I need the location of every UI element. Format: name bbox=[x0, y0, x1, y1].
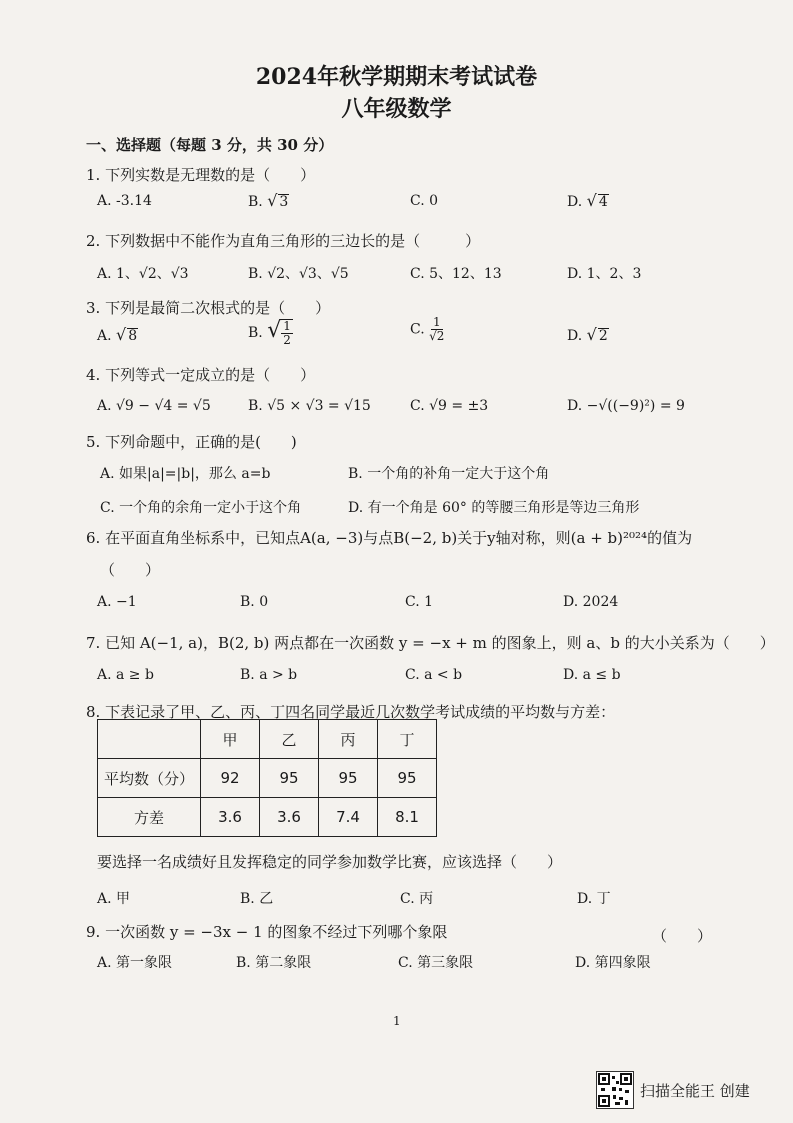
table-cell: 3.6 bbox=[260, 798, 319, 837]
table-cell: 平均数（分） bbox=[98, 759, 201, 798]
q8-option-c: C. 丙 bbox=[400, 891, 434, 907]
q9-option-a: A. 第一象限 bbox=[97, 955, 173, 971]
q7-option-d: D. a ≤ b bbox=[563, 667, 621, 683]
question-7-stem: 7. 已知 A(−1, a)，B(2, b) 两点都在一次函数 y = −x + m 的图象上，则 a、b 的大小关系为（ ） bbox=[86, 634, 775, 652]
question-5-stem: 5. 下列命题中，正确的是( ) bbox=[86, 433, 297, 451]
table-row bbox=[98, 759, 437, 798]
table-row bbox=[98, 798, 437, 837]
q2-option-a: A. 1、√2、√3 bbox=[97, 266, 189, 282]
q8-option-d: D. 丁 bbox=[577, 891, 611, 907]
table-cell: 95 bbox=[260, 759, 319, 798]
q4-option-b: B. √5 × √3 = √15 bbox=[248, 398, 371, 414]
q1-option-a: A. -3.14 bbox=[97, 193, 152, 209]
q4-option-a: A. √9 − √4 = √5 bbox=[97, 398, 211, 414]
q9-option-b: B. 第二象限 bbox=[236, 955, 312, 971]
q5-option-d: D. 有一个角是 60° 的等腰三角形是等边三角形 bbox=[348, 500, 640, 516]
table-cell: 7.4 bbox=[319, 798, 378, 837]
question-6-stem: 6. 在平面直角坐标系中，已知点A(a, −3)与点B(−2, b)关于y轴对称，则(a + b)²⁰²⁴的值为 bbox=[86, 529, 693, 547]
question-1-stem: 1. 下列实数是无理数的是（ ） bbox=[86, 166, 316, 184]
q7-option-b: B. a > b bbox=[240, 667, 298, 683]
scanner-brand-label: 扫描全能王 创建 bbox=[640, 1082, 750, 1100]
q5-option-c: C. 一个角的余角一定小于这个角 bbox=[100, 500, 302, 516]
question-8-stem: 8. 下表记录了甲、乙、丙、丁四名同学最近几次数学考试成绩的平均数与方差： bbox=[86, 703, 616, 721]
q8-follow-up: 要选择一名成绩好且发挥稳定的同学参加数学比赛，应该选择（ ） bbox=[97, 853, 563, 871]
question-9-stem: 9. 一次函数 y = −3x − 1 的图象不经过下列哪个象限 bbox=[86, 923, 448, 941]
table-header-cell: 甲 bbox=[201, 720, 260, 759]
table-header-cell: 乙 bbox=[260, 720, 319, 759]
q5-option-b: B. 一个角的补角一定大于这个角 bbox=[348, 466, 550, 482]
question-3-stem: 3. 下列是最简二次根式的是（ ） bbox=[86, 299, 331, 317]
q4-option-c: C. √9 = ±3 bbox=[410, 398, 489, 414]
q9-option-d: D. 第四象限 bbox=[575, 955, 651, 971]
table-header-row bbox=[98, 720, 437, 759]
table-cell: 92 bbox=[201, 759, 260, 798]
q3-option-d: D. √ 2 bbox=[567, 325, 608, 344]
table-header-cell bbox=[98, 720, 201, 759]
q6-option-d: D. 2024 bbox=[563, 594, 619, 610]
score-table bbox=[97, 719, 437, 837]
page-number: 1 bbox=[393, 1014, 401, 1028]
table-cell: 8.1 bbox=[378, 798, 437, 837]
qr-code-icon bbox=[596, 1071, 634, 1109]
q5-option-a: A. 如果|a|=|b|，那么 a=b bbox=[100, 466, 271, 482]
q9-answer-paren: （ ） bbox=[652, 927, 713, 945]
q3-option-b: B. √ $\frac{1}{2}$ bbox=[248, 318, 291, 347]
q1-option-d: D. √ 4 bbox=[567, 191, 608, 210]
q9-option-c: C. 第三象限 bbox=[398, 955, 474, 971]
q2-option-c: C. 5、12、13 bbox=[410, 266, 502, 282]
q6-answer-paren: （ ） bbox=[100, 561, 161, 579]
table-header-cell: 丁 bbox=[378, 720, 437, 759]
q4-option-d: D. −√((−9)²) = 9 bbox=[567, 398, 685, 414]
question-2-stem: 2. 下列数据中不能作为直角三角形的三边长的是（ ） bbox=[86, 232, 481, 250]
q3-option-a: A. √ 8 bbox=[97, 325, 138, 344]
q3-option-c: C. $\frac{1}{√2}$ bbox=[410, 315, 445, 344]
q1-option-b: B. √ 3 bbox=[248, 191, 289, 210]
q6-option-b: B. 0 bbox=[240, 594, 269, 610]
q2-option-d: D. 1、2、3 bbox=[567, 266, 642, 282]
table-cell: 方差 bbox=[98, 798, 201, 837]
exam-subtitle: 八年级数学 bbox=[341, 96, 452, 122]
q1-option-c: C. 0 bbox=[410, 193, 439, 209]
section-heading: 一、选择题（每题 3 分，共 30 分） bbox=[86, 136, 334, 154]
table-header-cell: 丙 bbox=[319, 720, 378, 759]
table-cell: 3.6 bbox=[201, 798, 260, 837]
question-4-stem: 4. 下列等式一定成立的是（ ） bbox=[86, 366, 316, 384]
q6-option-a: A. −1 bbox=[97, 594, 137, 610]
q8-option-a: A. 甲 bbox=[97, 891, 131, 907]
table-cell: 95 bbox=[378, 759, 437, 798]
q7-option-a: A. a ≥ b bbox=[97, 667, 154, 683]
q7-option-c: C. a < b bbox=[405, 667, 463, 683]
q2-option-b: B. √2、√3、√5 bbox=[248, 266, 349, 282]
q8-option-b: B. 乙 bbox=[240, 891, 274, 907]
exam-title: 2024年秋学期期末考试试卷 bbox=[255, 64, 538, 90]
q6-option-c: C. 1 bbox=[405, 594, 434, 610]
table-cell: 95 bbox=[319, 759, 378, 798]
